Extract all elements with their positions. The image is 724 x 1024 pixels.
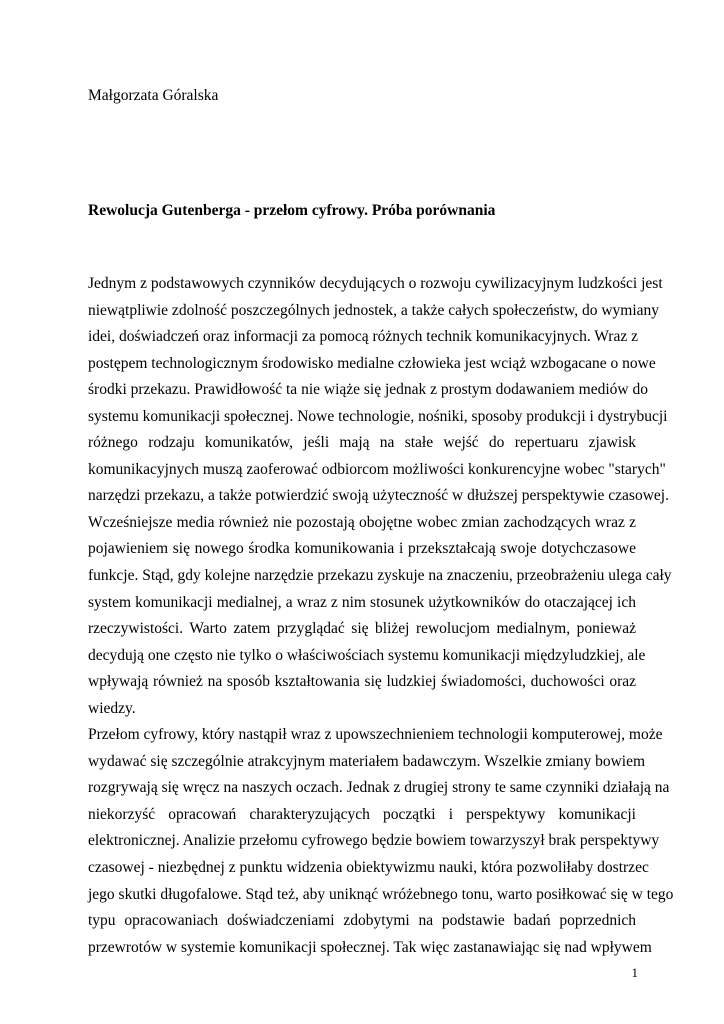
page-number: 1	[631, 965, 638, 980]
text-line: przewrotów w systemie komunikacji społecznej. Tak więc zastanawiając się nad wpływem	[88, 938, 652, 956]
text-line: pojawieniem się nowego środka komunikowania i przekształcają swoje dotychczasowe	[88, 540, 636, 558]
text-line: funkcje. Stąd, gdy kolejne narzędzie przekazu zyskuje na znaczeniu, przeobrażeniu ulega cały	[88, 567, 672, 585]
text-line: Wcześniejsze media również nie pozostają obojętne wobec zmian zachodzących wraz z	[88, 513, 636, 531]
text-line: wydawać się szczególnie atrakcyjnym materiałem badawczym. Wszelkie zmiany bowiem	[88, 752, 646, 770]
text-line: postępem technologicznym środowisko medialne człowieka jest wciąż wzbogacane o nowe	[88, 354, 656, 372]
text-line: jego skutki długofalowe. Stąd też, aby uniknąć wróżebnego tonu, warto posiłkować się w tego	[88, 885, 674, 903]
text-line: decydują one często nie tylko o właściwościach systemu komunikacji międzyludzkiej, ale	[88, 646, 646, 664]
text-line: różnego rodzaju komunikatów, jeśli mają na stałe wejść do repertuaru zjawisk	[88, 434, 636, 452]
text-line: środki przekazu. Prawidłowość ta nie wiąże się jednak z prostym dodawaniem mediów do	[88, 381, 648, 399]
text-line: wpływają również na sposób kształtowania się ludzkiej świadomości, duchowości oraz	[88, 673, 636, 691]
text-line: idei, doświadczeń oraz informacji za pomocą różnych technik komunikacyjnych. Wraz z	[88, 328, 638, 346]
author-name: Małgorzata Góralska	[88, 87, 219, 104]
paragraph-1	[88, 271, 672, 722]
text-line: system komunikacji medialnej, a wraz z nim stosunek użytkowników do otaczającej ich	[88, 593, 636, 611]
text-line: typu opracowaniach doświadczeniami zdobytymi na podstawie badań poprzednich	[88, 912, 636, 930]
text-line: rzeczywistości. Warto zatem przyglądać się bliżej rewolucjom medialnym, ponieważ	[88, 620, 636, 638]
text-line: rozgrywają się wręcz na naszych oczach. Jednak z drugiej strony te same czynniki działają na	[88, 779, 670, 797]
paragraph-2	[88, 722, 674, 961]
body-text	[88, 271, 674, 961]
text-line: Przełom cyfrowy, który nastąpił wraz z upowszechnieniem technologii komputerowej, może	[88, 726, 663, 744]
text-line: niekorzyść opracowań charakteryzujących początki i perspektywy komunikacji	[88, 805, 636, 823]
text-line: wiedzy.	[88, 699, 136, 717]
text-line: systemu komunikacji społecznej. Nowe technologie, nośniki, sposoby produkcji i dystrybucji	[88, 407, 668, 425]
text-line: komunikacyjnych muszą zaoferować odbiorcom możliwości konkurencyjne wobec "starych"	[88, 460, 666, 478]
text-line: narzędzi przekazu, a także potwierdzić swoją użyteczność w dłuższej perspektywie czasowej.	[88, 487, 669, 505]
document-title: Rewolucja Gutenberga - przełom cyfrowy. Próba porównania	[88, 202, 496, 219]
text-line: czasowej - niezbędnej z punktu widzenia obiektywizmu nauki, która pozwoliłaby dostrzec	[88, 859, 649, 877]
text-line: Jednym z podstawowych czynników decydujących o rozwoju cywilizacyjnym ludzkości jest	[88, 275, 663, 292]
text-line: niewątpliwie zdolność poszczególnych jednostek, a także całych społeczeństw, do wymiany	[88, 301, 660, 319]
text-line: elektronicznej. Analizie przełomu cyfrowego będzie bowiem towarzyszył brak perspektywy	[88, 832, 660, 850]
